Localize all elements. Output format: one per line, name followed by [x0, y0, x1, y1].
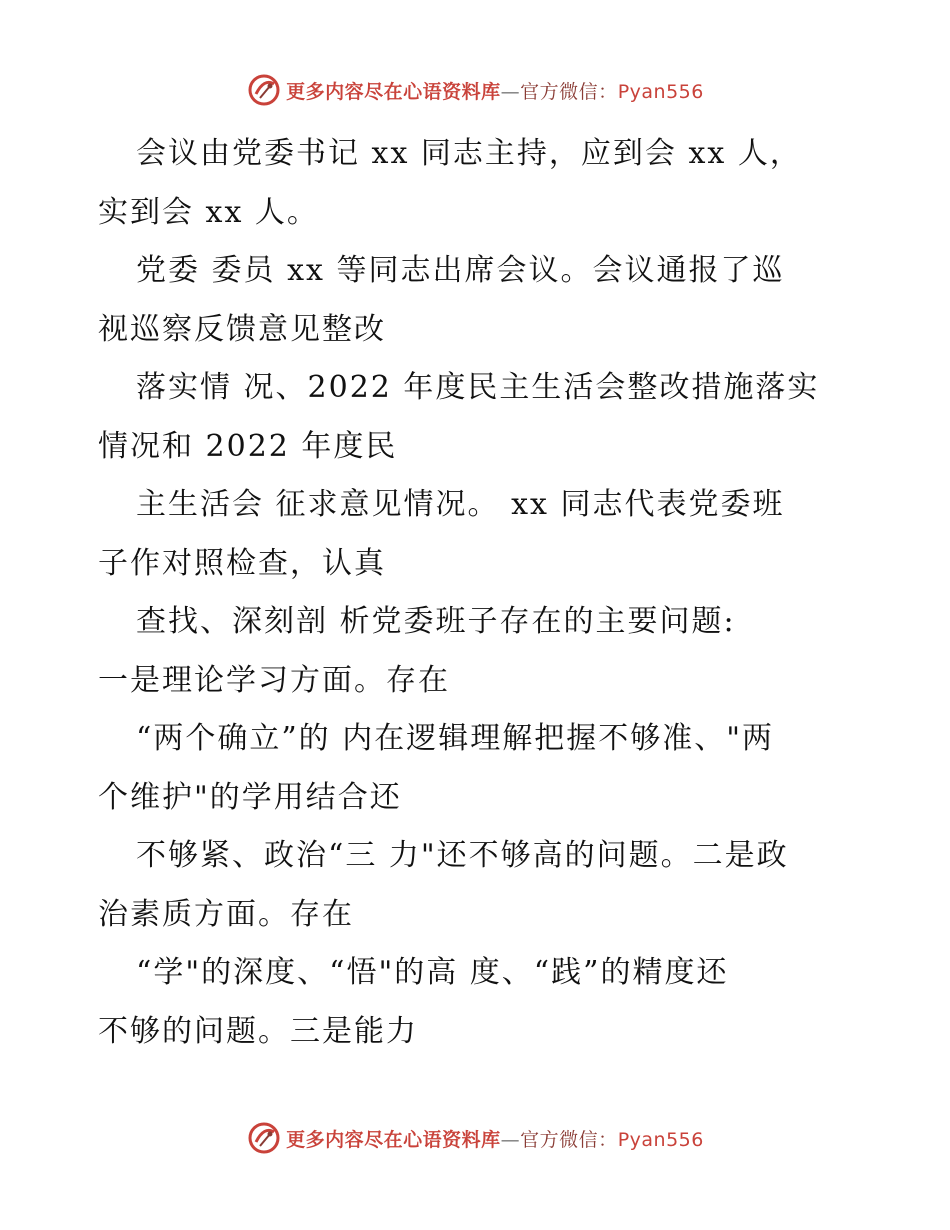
body-text — [98, 125, 858, 1061]
text-line: 主生活会 征求意见情况。 xx 同志代表党委班 — [136, 487, 785, 522]
banner-text — [286, 77, 704, 104]
banner-sub-text: 官方微信： — [520, 1128, 618, 1151]
text-line: “两个确立”的 内在逻辑理解把握不够准、"两 — [136, 721, 775, 756]
text-line: 查找、深刻剖 析党委班子存在的主要问题: — [136, 604, 736, 639]
text-line: 不够紧、政治“三 力"还不够高的问题。二是政 — [136, 838, 789, 873]
text-line: 不够的问题。三是能力 — [98, 1013, 418, 1049]
brand-logo-icon — [246, 72, 282, 108]
footer-watermark — [0, 1118, 950, 1158]
banner-dash: — — [500, 1128, 521, 1151]
text-line: 视巡察反馈意见整改 — [98, 311, 386, 347]
text-line: 一是理论学习方面。存在 — [98, 662, 450, 698]
banner-wechat-id: Pyan556 — [617, 80, 704, 103]
text-line: 会议由党委书记 xx 同志主持，应到会 xx 人， — [136, 136, 802, 171]
banner-dash: — — [500, 80, 521, 103]
banner-text — [286, 1125, 704, 1152]
text-line: 党委 委员 xx 等同志出席会议。会议通报了巡 — [136, 253, 785, 288]
brand-logo-icon — [246, 1120, 282, 1156]
text-line: 情况和 2022 年度民 — [98, 428, 398, 464]
banner-main-text: 更多内容尽在心语资料库 — [286, 1128, 501, 1151]
text-line: 治素质方面。存在 — [98, 896, 354, 932]
text-line: 落实情 况、2022 年度民主生活会整改措施落实 — [136, 370, 820, 405]
header-watermark — [0, 70, 950, 110]
text-line: “学"的深度、“悟"的高 度、“践”的精度还 — [136, 955, 729, 990]
text-line: 子作对照检查，认真 — [98, 545, 386, 581]
banner-sub-text: 官方微信： — [520, 80, 618, 103]
text-line: 个维护"的学用结合还 — [98, 779, 402, 815]
text-line: 实到会 xx 人。 — [98, 194, 319, 230]
banner-wechat-id: Pyan556 — [617, 1128, 704, 1151]
banner-main-text: 更多内容尽在心语资料库 — [286, 80, 501, 103]
